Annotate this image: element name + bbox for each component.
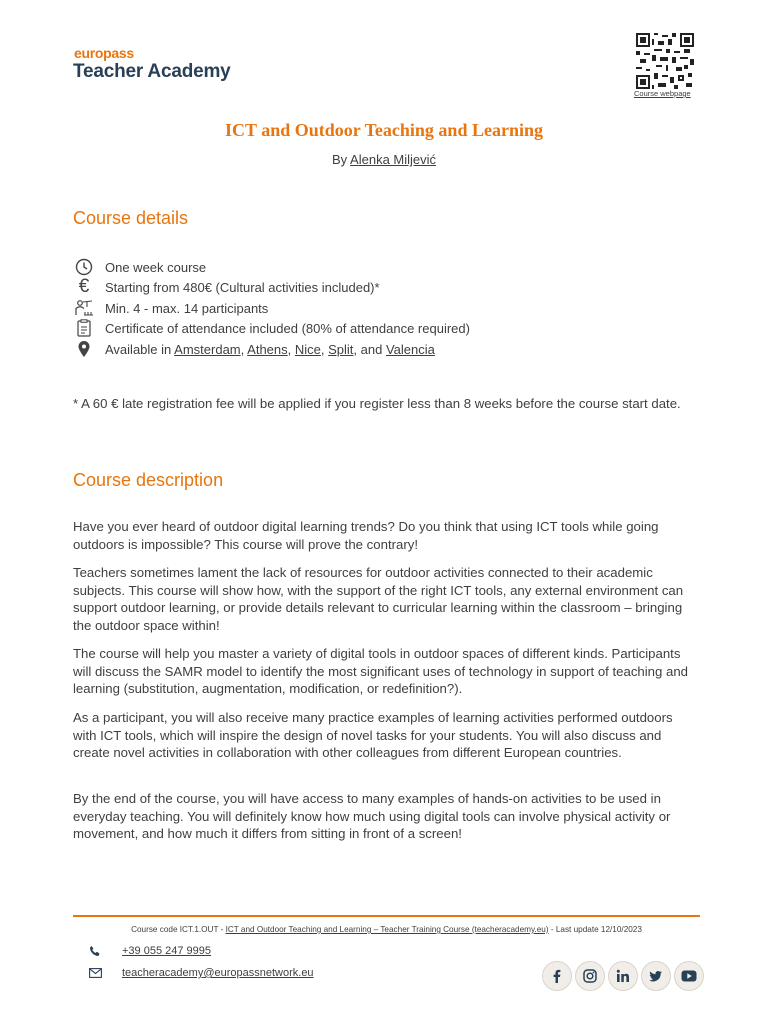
- envelope-icon: [88, 968, 102, 978]
- byline-prefix: By: [331, 152, 348, 167]
- clock-icon: [73, 258, 95, 276]
- social-links: [542, 961, 704, 991]
- detail-duration-text: One week course: [105, 259, 207, 275]
- brand-logo-europass: europass: [74, 45, 134, 61]
- late-fee-note: * A 60 € late registration fee will be applied if you register less than 8 weeks before the course start date.: [73, 396, 681, 411]
- city-separator: ,: [287, 341, 295, 357]
- twitter-icon[interactable]: [641, 961, 671, 991]
- detail-participants: [73, 298, 268, 318]
- detail-participants-text: Min. 4 - max. 14 participants: [105, 300, 269, 316]
- description-paragraph-2: Teachers sometimes lament the lack of resources for outdoor activities connected to their academic subjects. This course will show how, with the support of the right ICT tools, any external environment can support outdoor learning, or provide details relevant to curricular learning within the classroom – bringing the outdoor space within!: [73, 565, 684, 634]
- detail-price-text: Starting from 480€ (Cultural activities included)*: [105, 279, 380, 295]
- euro-icon: €: [78, 276, 90, 297]
- phone-link[interactable]: +39 055 247 9995: [122, 945, 212, 957]
- footer-course-link[interactable]: ICT and Outdoor Teaching and Learning – Teacher Training Course (teacheracademy.eu): [225, 925, 549, 934]
- footer-last-update: - Last update 12/10/2023: [550, 925, 642, 934]
- phone-icon: [88, 945, 102, 957]
- location-pin-icon: [73, 340, 95, 358]
- city-link-athens[interactable]: Athens: [247, 341, 288, 357]
- city-link-valencia[interactable]: Valencia: [385, 341, 435, 357]
- email-link[interactable]: teacheracademy@europassnetwork.eu: [122, 967, 314, 979]
- document-title: ICT and Outdoor Teaching and Learning: [225, 120, 543, 140]
- detail-locations-text: [105, 342, 435, 357]
- city-link-amsterdam[interactable]: Amsterdam: [174, 341, 241, 357]
- certificate-icon: [73, 319, 95, 337]
- detail-duration: [73, 257, 206, 277]
- description-paragraph-4: As a participant, you will also receive many practice examples of learning activities performed outdoors with ICT tools, which will inspire the design of novel tasks for your students. You will also discuss and create novel activities in collaboration with other colleagues from different European countries.: [73, 710, 673, 761]
- participants-icon: [73, 299, 95, 317]
- city-separator: , and: [353, 341, 386, 357]
- brand-logo-teacher-academy: Teacher Academy: [73, 61, 231, 82]
- footer-email: [88, 967, 314, 979]
- youtube-icon[interactable]: [674, 961, 704, 991]
- city-link-nice[interactable]: Nice: [294, 341, 321, 357]
- footer-course-info: [73, 925, 700, 934]
- locations-prefix: Available in: [105, 341, 172, 357]
- author-link[interactable]: Alenka Miljević: [350, 152, 437, 167]
- detail-certificate: [73, 318, 470, 338]
- city-link-split[interactable]: Split: [328, 341, 354, 357]
- linkedin-icon[interactable]: [608, 961, 638, 991]
- footer-divider: [73, 915, 700, 917]
- qr-code[interactable]: [636, 33, 694, 89]
- qr-caption-link[interactable]: Course webpage: [634, 89, 691, 98]
- description-paragraph-3: The course will help you master a variety of digital tools in outdoor spaces of different kinds. Participants will discuss the SAMR model to identify the most significant uses of technology in support of teaching and learning (substitution, augmentation, modification, or redefinition?).: [73, 646, 689, 697]
- city-separator: ,: [240, 341, 248, 357]
- course-details-heading: Course details: [73, 208, 189, 228]
- instagram-icon[interactable]: [575, 961, 605, 991]
- detail-certificate-text: Certificate of attendance included (80% of attendance required): [105, 320, 470, 336]
- description-paragraph-1: Have you ever heard of outdoor digital learning trends? Do you think that using ICT tools while going outdoors is impossible? This course will prove the contrary!: [73, 519, 659, 552]
- course-description-heading: Course description: [73, 470, 224, 490]
- city-separator: ,: [320, 341, 329, 357]
- description-paragraph-5: By the end of the course, you will have access to many examples of hands-on activities to be used in everyday teaching. You will definitely know how much using digital tools can involve physical activity or movement, and how much it differs from sitting in front of a screen!: [73, 791, 671, 842]
- detail-price: [73, 277, 380, 297]
- footer-course-code: Course code ICT.1.OUT -: [131, 925, 224, 934]
- footer-phone: [88, 945, 211, 957]
- byline: [0, 152, 768, 167]
- facebook-icon[interactable]: [542, 961, 572, 991]
- detail-locations: [73, 339, 435, 359]
